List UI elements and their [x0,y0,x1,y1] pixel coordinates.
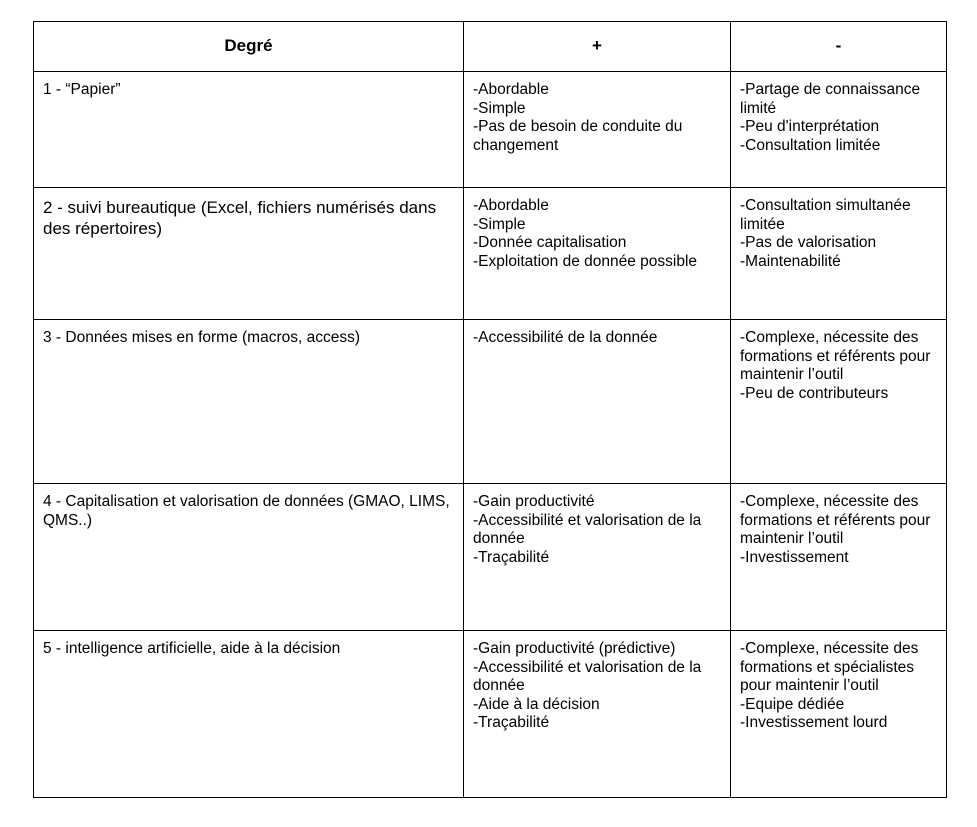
plus-item: -Gain productivité (prédictive) [473,640,676,657]
plus-cell [464,631,731,798]
plus-item: -Traçabilité [473,714,550,731]
plus-item: -Accessibilité et valorisation de la donnée [473,511,706,547]
plus-item: -Aide à la décision [473,695,600,713]
minus-item: -Investissement [740,548,849,566]
plus-item: -Traçabilité [473,548,550,566]
minus-item: -Peu d'interprétation [740,118,880,135]
header-plus: + [464,22,731,72]
comparison-table [33,21,947,798]
plus-item: -Abordable [473,197,549,214]
table-row [34,484,947,631]
degree-cell: 4 - Capitalisation et valorisation de données (GMAO, LIMS, QMS..) [34,484,464,631]
minus-item: -Maintenabilité [740,252,841,270]
minus-item: -Investissement lourd [740,714,888,731]
minus-cell [731,484,947,631]
table-row [34,188,947,320]
table-row [34,631,947,798]
minus-item: -Consultation simultanée limitée [740,197,915,233]
minus-item: -Complexe, nécessite des formations et référents pour maintenir l’outil [740,493,935,547]
minus-cell [731,320,947,484]
plus-item: -Donnée capitalisation [473,234,627,251]
minus-item: -Consultation limitée [740,136,881,154]
plus-item: -Accessibilité de la donnée [473,329,658,346]
minus-cell [731,188,947,320]
header-minus: - [731,22,947,72]
degree-cell: 3 - Données mises en forme (macros, access) [34,320,464,484]
minus-item: -Pas de valorisation [740,234,877,251]
plus-item: -Abordable [473,81,549,98]
header-row [34,22,947,72]
plus-cell [464,72,731,188]
plus-cell [464,320,731,484]
table-row [34,72,947,188]
minus-item: -Complexe, nécessite des formations et spécialistes pour maintenir l’outil [740,640,923,694]
plus-item: -Accessibilité et valorisation de la donnée [473,658,706,694]
plus-item: -Exploitation de donnée possible [473,252,698,270]
header-degree: Degré [34,22,464,72]
table-row [34,320,947,484]
plus-cell [464,188,731,320]
plus-item: -Gain productivité [473,493,595,510]
degree-cell: 2 - suivi bureautique (Excel, fichiers numérisés dans des répertoires) [34,188,464,320]
minus-item: -Equipe dédiée [740,695,845,713]
minus-item: -Partage de connaissance limité [740,81,925,117]
minus-item: -Complexe, nécessite des formations et référents pour maintenir l’outil [740,329,935,383]
plus-item: -Simple [473,99,526,117]
minus-item: -Peu de contributeurs [740,384,889,402]
plus-item: -Simple [473,215,526,233]
minus-cell [731,72,947,188]
plus-cell [464,484,731,631]
degree-cell: 1 - “Papier” [34,72,464,188]
minus-cell [731,631,947,798]
degree-cell: 5 - intelligence artificielle, aide à la décision [34,631,464,798]
plus-item: -Pas de besoin de conduite du changement [473,118,687,154]
